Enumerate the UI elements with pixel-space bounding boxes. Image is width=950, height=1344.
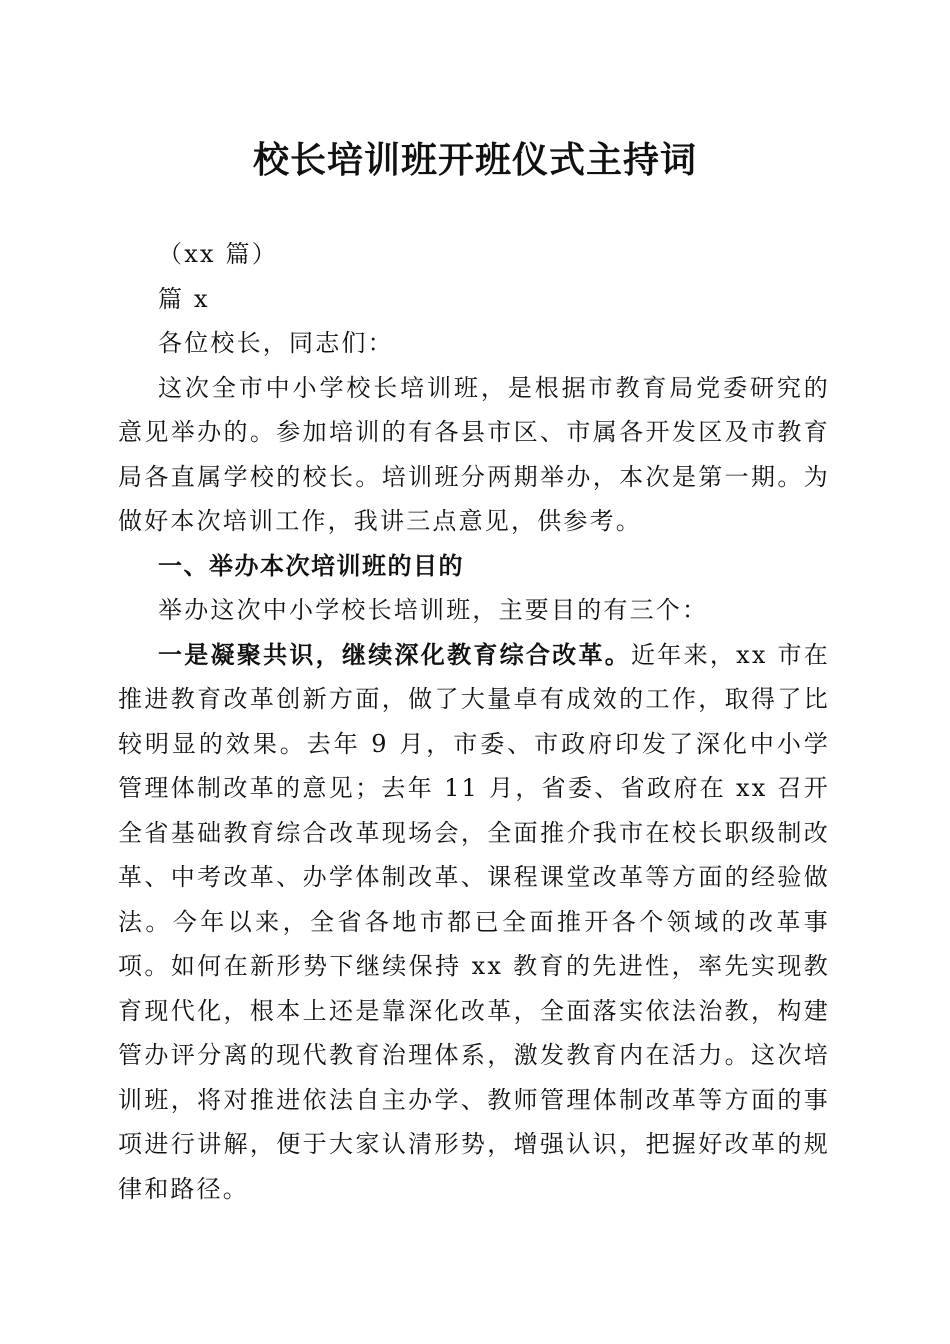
- point-1-lead: 一是凝聚共识，继续深化教育综合改革。: [158, 639, 632, 669]
- salutation: 各位校长，同志们：: [158, 329, 394, 357]
- intro-paragraph: 这次全市中小学校长培训班，是根据市教育局党委研究的意见举办的。参加培训的有各县市区、市属各开发区及市教育局各直属学校的校长。培训班分两期举办，本次是第一期。为做好本次培训工作，我讲三点意见，供参考。: [118, 373, 830, 535]
- point-1-body: 近年来，xx 市在推进教育改革创新方面，做了大量卓有成效的工作，取得了比较明显的效果。去年 9 月，市委、市政府印发了深化中小学管理体制改革的意见；去年 11 月，省委、省政府在 xx 召开全省基础教育综合改革现场会，全面推介我市在校长职级制改革、中考改革、办学体制改革、课程课堂改革等方面的经验做法。今年以来，全省各地市都已全面推开各个领域的改革事项。如何在新形势下继续保持 xx 教育的先进性，率先实现教育现代化，根本上还是靠深化改革，全面落实依法治教，构建管办评分离的现代教育治理体系，激发教育内在活力。这次培训班，将对推进依法自主办学、教师管理体制改革等方面的事项进行讲解，便于大家认清形势，增强认识，把握好改革的规律和路径。: [118, 640, 831, 1203]
- document-body: [118, 232, 830, 1211]
- purpose-intro: 举办这次中小学校长培训班，主要目的有三个：: [158, 596, 709, 624]
- point-1-paragraph: [118, 633, 830, 1212]
- part-label: 篇 x: [158, 284, 210, 313]
- source-note: （xx 篇）: [158, 240, 278, 268]
- document-title: 校长培训班开班仪式主持词: [252, 139, 697, 181]
- section-heading-1: 一、举办本次培训班的目的: [158, 551, 464, 580]
